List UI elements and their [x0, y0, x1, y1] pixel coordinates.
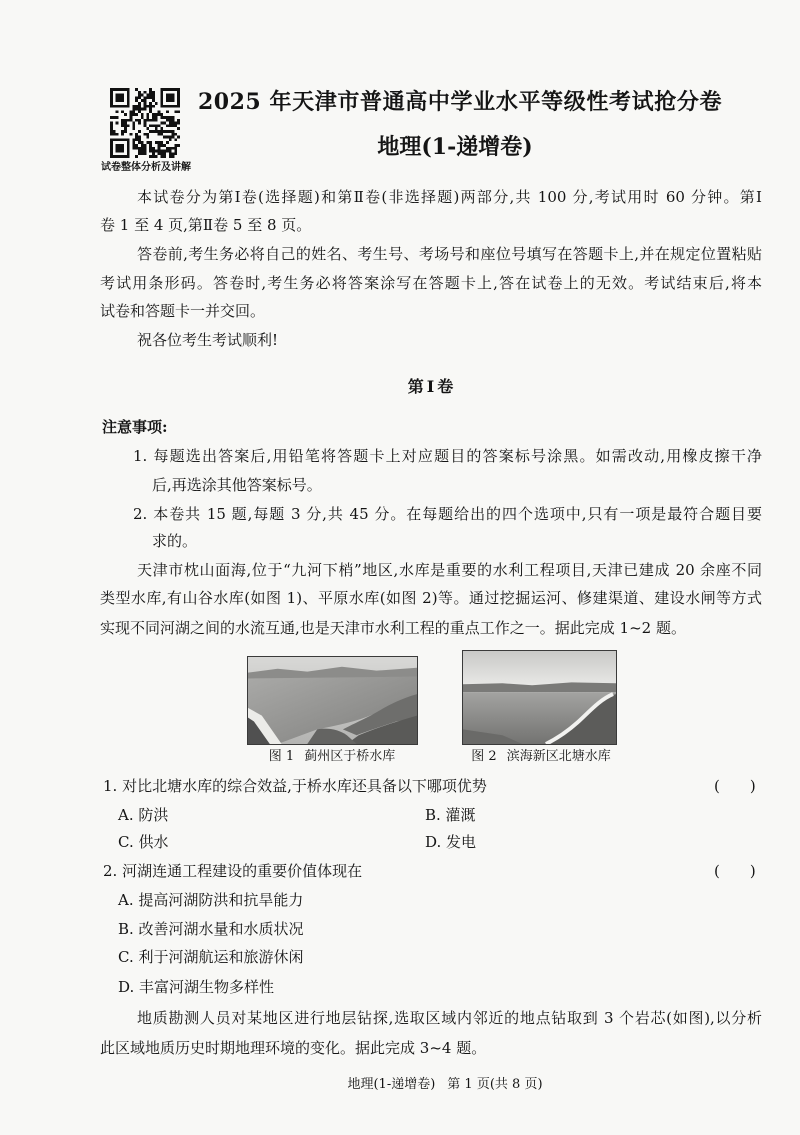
footer-subject: 地理(1-递增卷) [347, 1077, 436, 1092]
figure-2-caption [444, 748, 638, 766]
instruction-line: 卷 1 至 4 页,第Ⅱ卷 5 至 8 页。 [100, 216, 312, 234]
figure-2-name: 滨海新区北塘水库 [506, 749, 611, 764]
question-2-option-d: D. 丰富河湖生物多样性 [118, 978, 275, 996]
page-footer [290, 1076, 600, 1094]
instruction-line: 考试用条形码。答卷时,考生务必将答案涂写在答题卡上,答在试卷上的无效。考试结束后,将本 [100, 274, 762, 292]
question-2-stem: 2. 河湖连通工程建设的重要价值体现在 [103, 862, 363, 880]
question-1-option-a: A. 防洪 [118, 806, 169, 824]
figure-1-photo [247, 656, 418, 745]
part-1-title: 第Ⅰ卷 [407, 377, 457, 396]
question-1-option-b: B. 灌溉 [425, 806, 476, 824]
notice-text: 本卷共 15 题,每题 3 分,共 45 分。在每题给出的四个选项中,只有一项是最符合题目要 [152, 505, 762, 523]
footer-page-info: 第 1 页(共 8 页) [447, 1077, 543, 1092]
instruction-line: 试卷和答题卡一并交回。 [100, 302, 266, 320]
question-1-option-c: C. 供水 [118, 833, 169, 851]
good-luck-wish: 祝各位考生考试顺利! [137, 331, 279, 349]
material-line: 类型水库,有山谷水库(如图 1)、平原水库(如图 2)等。通过挖掘运河、修建渠道、建设水闸等方式 [100, 589, 762, 607]
figure-2-photo [462, 650, 617, 745]
figure-2-label: 图 2 [471, 749, 497, 764]
question-2-answer-bracket: ( ) [714, 862, 756, 880]
question-1-answer-bracket: ( ) [714, 777, 756, 795]
notice-text: 每题选出答案后,用铅笔将答题卡上对应题目的答案标号涂黑。如需改动,用橡皮擦干净 [152, 447, 762, 465]
notice-text: 后,再选涂其他答案标号。 [152, 476, 322, 494]
qr-caption: 试卷整体分析及讲解 [101, 162, 191, 173]
notice-item [133, 504, 762, 524]
question-2-option-c: C. 利于河湖航运和旅游休闲 [118, 948, 304, 966]
figure-1-name: 蓟州区于桥水库 [304, 749, 396, 764]
notice-item [133, 446, 762, 466]
material-line: 此区域地质历史时期地理环境的变化。据此完成 3~4 题。 [100, 1039, 487, 1057]
material-line: 天津市枕山面海,位于“九河下梢”地区,水库是重要的水利工程项目,天津已建成 20 余座不同 [137, 561, 762, 579]
question-2-option-b: B. 改善河湖水量和水质状况 [118, 920, 304, 938]
notice-heading: 注意事项: [102, 418, 168, 436]
figure-1-caption [237, 748, 427, 766]
question-1-option-d: D. 发电 [425, 833, 477, 851]
notice-number: 2. [133, 505, 148, 523]
question-2-option-a: A. 提高河湖防洪和抗旱能力 [118, 891, 304, 909]
figure-1-label: 图 1 [268, 749, 295, 764]
exam-subtitle: 地理(1-递增卷) [377, 134, 533, 160]
instruction-line: 本试卷分为第Ⅰ卷(选择题)和第Ⅱ卷(非选择题)两部分,共 100 分,考试用时 60 分钟。第Ⅰ [137, 188, 762, 206]
material-line: 实现不同河湖之间的水流互通,也是天津市水利工程的重点工作之一。据此完成 1~2 题。 [100, 619, 686, 637]
material-line: 地质勘测人员对某地区进行地层钻探,选取区域内邻近的地点钻取到 3 个岩芯(如图),以分析 [137, 1009, 762, 1027]
exam-title: 2025 年天津市普通高中学业水平等级性考试抢分卷 [198, 89, 722, 115]
instruction-line: 答卷前,考生务必将自己的姓名、考生号、考场号和座位号填写在答题卡上,并在规定位置粘贴 [137, 245, 762, 263]
question-1-stem: 1. 对比北塘水库的综合效益,于桥水库还具备以下哪项优势 [103, 777, 487, 795]
qr-code-icon [110, 88, 180, 158]
notice-number: 1. [133, 447, 148, 465]
notice-text: 求的。 [152, 532, 198, 550]
